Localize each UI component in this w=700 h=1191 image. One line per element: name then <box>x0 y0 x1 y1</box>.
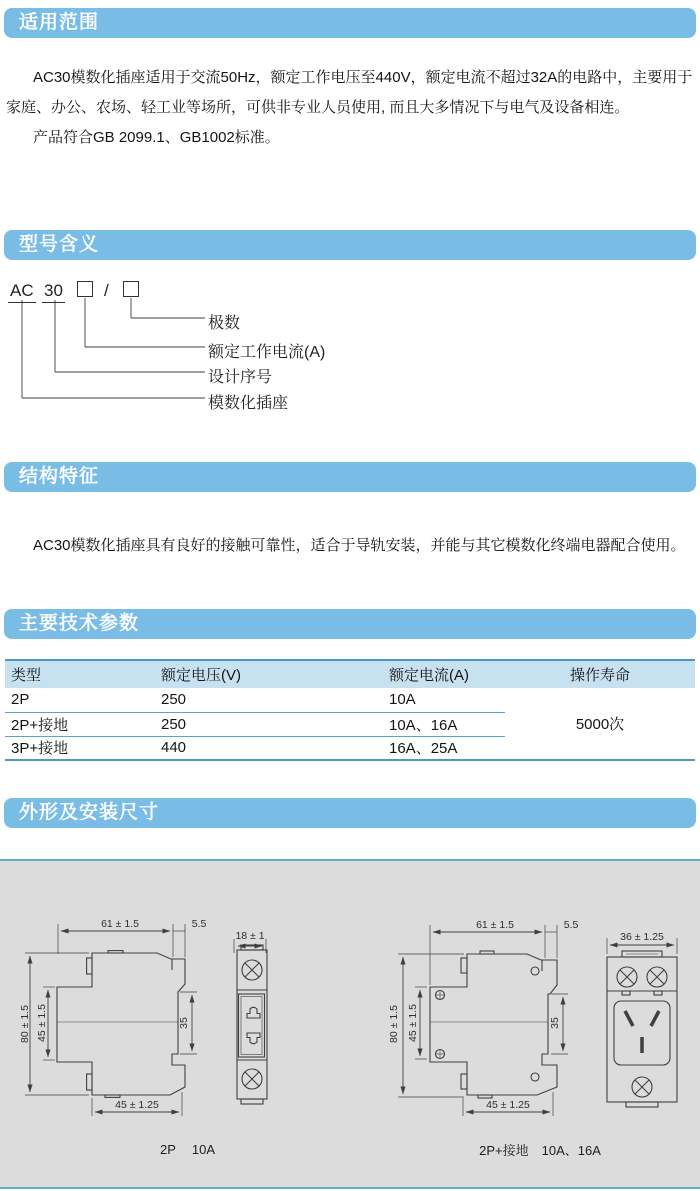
section-title-dimensions: 外形及安装尺寸 <box>19 802 160 823</box>
section-header-dimensions <box>4 798 696 828</box>
cell-voltage: 250 <box>155 688 383 712</box>
cell-voltage: 250 <box>155 712 383 736</box>
dim-label-face-width: 18 ± 1 <box>235 930 265 942</box>
model-code-prefix: AC <box>8 281 36 303</box>
section-header-scope <box>4 8 696 38</box>
pin-slot-icon <box>247 1007 260 1018</box>
model-code-box-poles <box>123 281 139 297</box>
pin-slot-icon <box>247 1033 260 1044</box>
side-view-2p <box>57 951 185 1098</box>
section-header-model <box>4 230 696 260</box>
section-header-structure <box>4 462 696 492</box>
table-header-row <box>5 660 695 688</box>
dim-label-bottom-width: 45 ± 1.25 <box>115 1099 159 1111</box>
technical-drawing-2p-earth <box>370 907 690 1162</box>
scope-paragraphs <box>6 63 694 153</box>
scope-line-2: 家庭、办公、农场、轻工业等场所，可供非专业人员使用, 而且大多情况下与电气及设备相连。 <box>6 99 630 116</box>
caption-current: 10A <box>191 1142 216 1157</box>
cell-life: 5000次 <box>575 716 625 733</box>
dim-label-overall-height: 80 ± 1.5 <box>19 1005 31 1043</box>
front-view-2p-earth <box>607 951 677 1107</box>
dim-label-front-depth: 5.5 <box>563 919 579 931</box>
caption-type: 2P <box>159 1142 176 1157</box>
dim-label-front-depth: 5.5 <box>191 918 207 930</box>
pin-slot-icon <box>651 1011 659 1026</box>
drawing-2p-linework <box>20 912 320 1162</box>
dim-label-face-width: 36 ± 1.25 <box>620 931 664 943</box>
model-callout-design: 设计序号 <box>208 369 273 386</box>
screw-head-icon <box>436 1050 445 1059</box>
model-designation-diagram <box>0 270 700 430</box>
dim-label-top-width: 61 ± 1.5 <box>476 919 514 931</box>
screw-icon <box>617 967 637 987</box>
section-title-scope: 适用范围 <box>19 12 100 33</box>
drawing-caption-2p-earth <box>465 1140 615 1159</box>
model-code-slash: / <box>104 281 109 300</box>
col-header-voltage: 额定电压(V) <box>155 660 383 688</box>
scope-line-3: 产品符合GB 2099.1、GB1002标准。 <box>33 129 280 146</box>
dim-label-rail-height: 45 ± 1.5 <box>407 1004 419 1042</box>
col-header-current: 额定电流(A) <box>383 660 505 688</box>
dim-label-rail-height: 45 ± 1.5 <box>36 1004 48 1042</box>
cell-voltage: 440 <box>161 739 187 757</box>
model-callout-socket: 模数化插座 <box>208 395 289 412</box>
screw-icon <box>647 967 667 987</box>
hole-icon <box>531 1073 539 1081</box>
dimension-lines-2p-earth <box>398 925 677 1116</box>
section-title-params: 主要技术参数 <box>19 613 140 634</box>
cell-type: 3P+接地 <box>11 740 69 758</box>
scope-line-1: AC30模数化插座适用于交流50Hz，额定工作电压至440V，额定电流不超过32A的电路中，主要用于 <box>33 69 693 86</box>
screw-icon <box>242 1069 262 1089</box>
dim-label-bottom-width: 45 ± 1.25 <box>486 1099 530 1111</box>
model-code-box-current <box>77 281 93 297</box>
cell-type: 2P+接地 <box>5 712 155 736</box>
pin-slot-icon <box>625 1011 633 1026</box>
caption-current: 10A、16A <box>541 1143 601 1158</box>
dimensions-panel <box>0 859 700 1189</box>
dim-label-notch-height: 35 <box>178 1017 190 1029</box>
screw-icon <box>632 1077 652 1097</box>
caption-type: 2P+接地 <box>479 1143 529 1158</box>
dim-label-notch-height: 35 <box>549 1017 561 1029</box>
col-header-type: 类型 <box>5 660 155 688</box>
structure-paragraph-wrap <box>6 531 694 561</box>
front-view-2p <box>237 945 267 1104</box>
model-code-series: 30 <box>42 281 65 303</box>
technical-drawing-2p <box>20 912 320 1162</box>
cell-current: 16A、25A <box>389 740 458 758</box>
col-header-life: 操作寿命 <box>505 660 695 688</box>
parameters-table <box>5 659 695 761</box>
screw-icon <box>242 960 262 980</box>
side-view-2p-earth <box>430 951 557 1098</box>
drawing-caption-2p <box>130 1142 245 1157</box>
cell-type: 2P <box>5 688 155 712</box>
dim-label-overall-height: 80 ± 1.5 <box>388 1005 400 1043</box>
model-callout-current: 额定工作电流(A) <box>208 344 326 361</box>
table-row <box>5 688 695 712</box>
section-header-params <box>4 609 696 639</box>
cell-current: 10A、16A <box>383 712 505 736</box>
screw-head-icon <box>436 991 445 1000</box>
section-title-model: 型号含义 <box>19 234 100 255</box>
hole-icon <box>531 967 539 975</box>
cell-current: 10A <box>383 688 505 712</box>
structure-paragraph: AC30模数化插座具有良好的接触可靠性，适合于导轨安装，并能与其它模数化终端电器配合使用。 <box>33 537 686 554</box>
dim-label-top-width: 61 ± 1.5 <box>101 918 139 930</box>
section-title-structure: 结构特征 <box>19 466 100 487</box>
model-callout-poles: 极数 <box>208 315 241 332</box>
